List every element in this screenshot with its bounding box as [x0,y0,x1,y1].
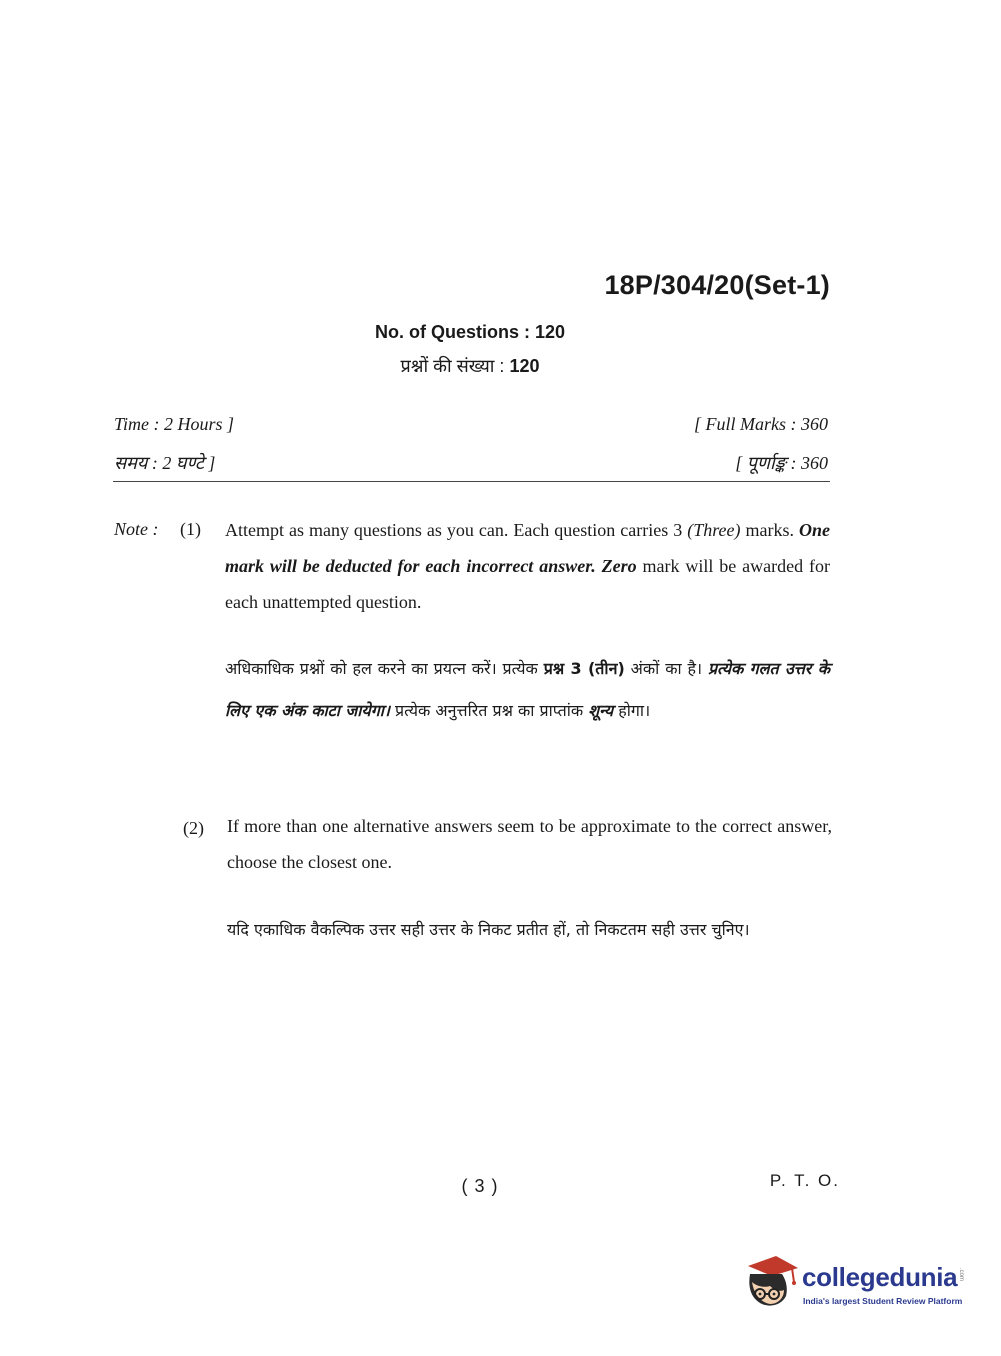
note-1-en-text-c: marks. [740,520,799,540]
note-1-en-text-d: One mark will be deducted for each incorrect answer. Zero [225,520,830,576]
pto-label: P. T. O. [769,1171,840,1190]
note-1-hi-text-b: प्रश्न 3 (तीन) [543,659,625,678]
note-1-en-text-a: Attempt as many questions as you can. Each question carries 3 [225,520,688,540]
note-1-en-text-e: mark will be awarded for each unattempted question. [225,556,830,612]
time-hi: समय : 2 घण्टे ] [114,453,216,473]
full-marks-hi: [ पूर्णाङ्क : 360 [735,453,828,473]
note-1-hi-text-d: प्रत्येक गलत उत्तर के लिए एक अंक काटा जायेगा। [225,659,831,720]
note-label [114,519,159,540]
note-item-1-number: (1) [180,519,201,539]
note-label-text: Note : [114,519,159,539]
questions-count-hi-value: 120 [509,356,540,376]
mascot-icon [742,1252,800,1310]
note-item-2-number: (2) [183,818,204,838]
note-item-2-hindi: यदि एकाधिक वैकल्पिक उत्तर सही उत्तर के निकट प्रतीत हों, तो निकटतम सही उत्तर चुनिए। [227,920,750,939]
note-item-1-english [225,512,830,620]
paper-code: 18P/304/20(Set-1) [604,270,830,300]
note-1-hi-text-c: अंकों का है। [624,659,708,678]
time-en: Time : 2 Hours ] [114,414,235,434]
brand-name: collegedunia [802,1262,958,1292]
questions-count-en: No. of Questions : 120 [374,322,566,342]
collegedunia-watermark [742,1252,972,1312]
full-marks-en: [ Full Marks : 360 [694,414,828,434]
note-1-hi-text-f: शून्य [588,701,614,720]
page-number: ( 3 ) [461,1176,499,1196]
brand-dotcom: .com [958,1268,964,1282]
questions-count-hi [300,354,640,378]
note-1-en-text-b: (Three) [687,520,741,540]
note-item-2-english: If more than one alternative answers seem to be approximate to the correct answer, choose the closest one. [227,816,832,872]
questions-count-hi-label: प्रश्नों की संख्या : [400,356,505,376]
brand-tagline: India's largest Student Review Platform [803,1296,963,1306]
header-divider [113,481,830,482]
note-1-hi-text-e: प्रत्येक अनुत्तरित प्रश्न का प्राप्तांक [389,701,589,720]
note-1-hi-text-a: अधिकाधिक प्रश्नों को हल करने का प्रयत्न करें। प्रत्येक [225,659,544,678]
note-item-1-hindi [225,648,830,732]
note-1-hi-text-g: होगा। [613,701,651,720]
